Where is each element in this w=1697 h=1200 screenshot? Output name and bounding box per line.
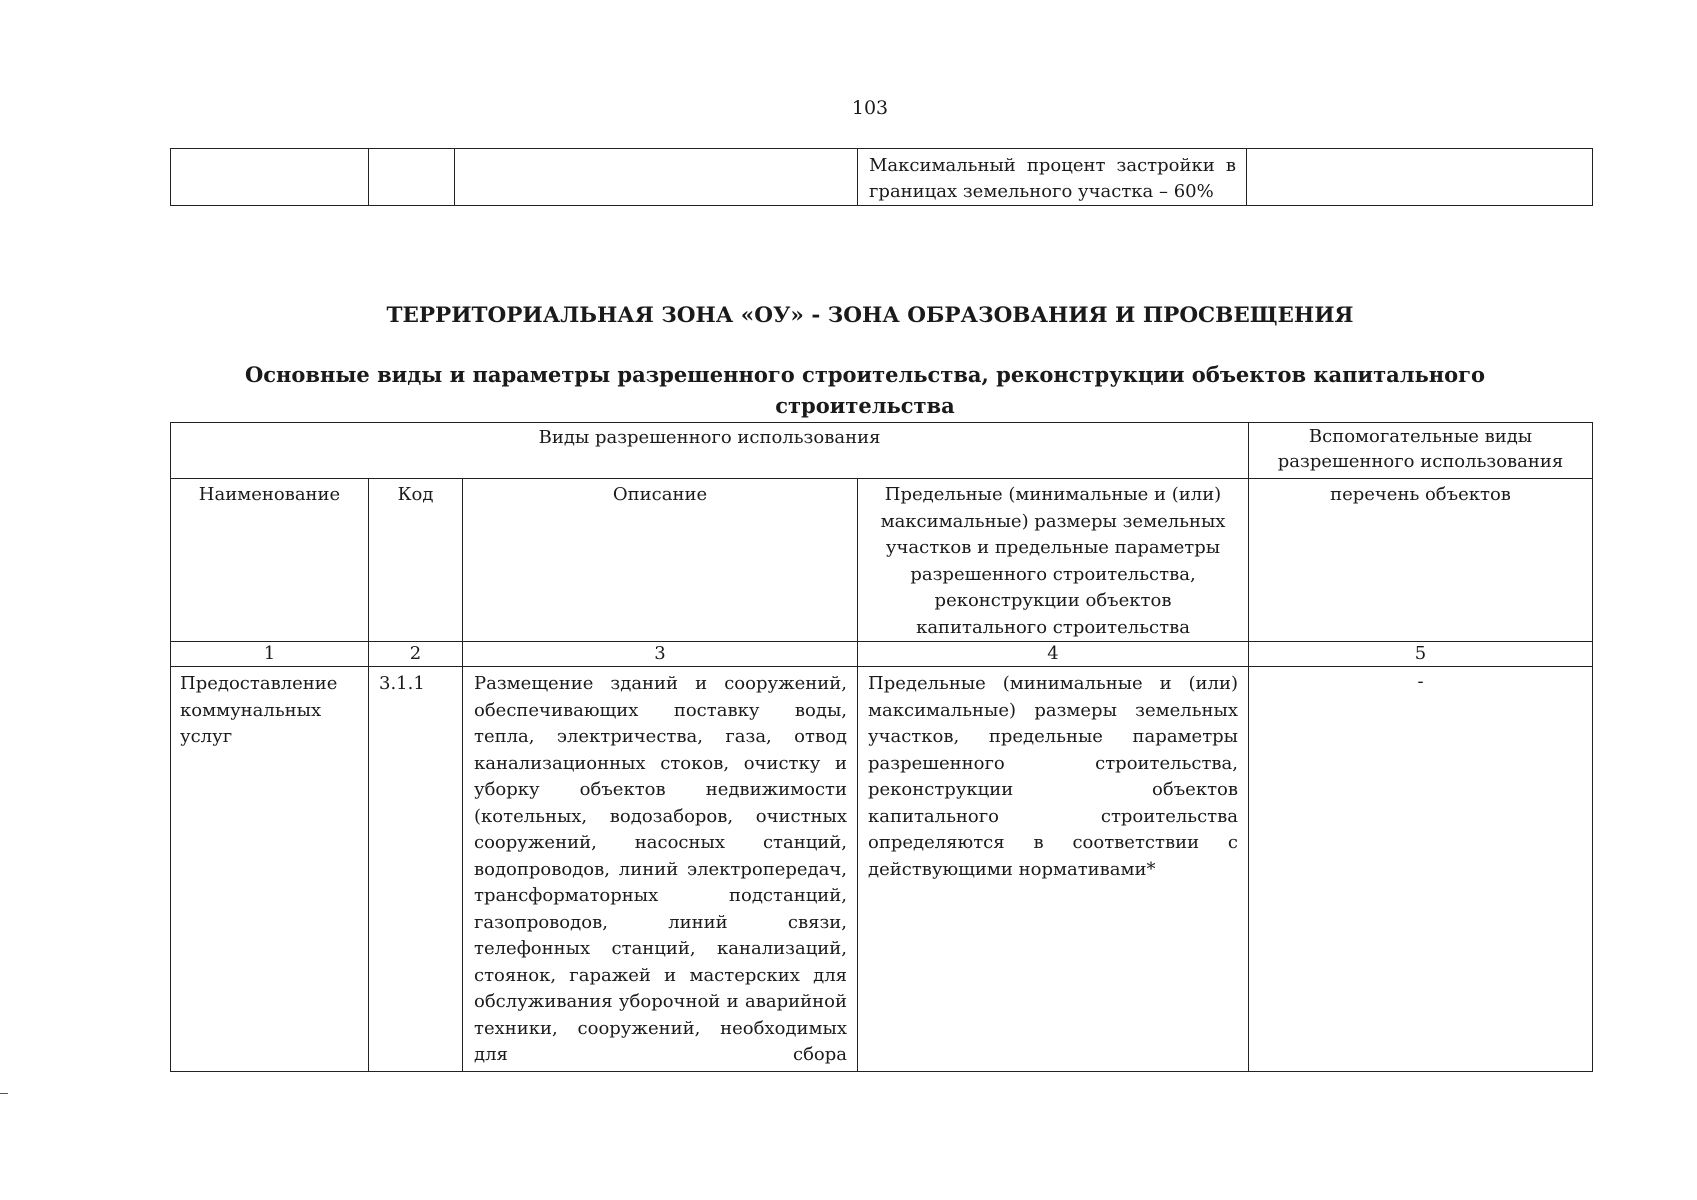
header-main: Виды разрешенного использования	[171, 423, 1249, 479]
cell-use-limits: Предельные (минимальные и (или) максимальные) размеры земельных участков, предельные параметры разрешенного строительства, реконструкции объектов капитального строительства определяются в соответствии с действующими нормативами*	[858, 667, 1249, 1072]
column-number-1: 1	[171, 642, 369, 667]
header-aux: Вспомогательные виды разрешенного использования	[1249, 423, 1593, 479]
page-number: 103	[851, 97, 889, 119]
cell-aux-objects: -	[1249, 667, 1593, 1072]
column-header-code: Код	[369, 479, 463, 642]
column-number-2: 2	[369, 642, 463, 667]
continuation-limits-text: Максимальный процент застройки в границах земельного участка – 60%	[869, 155, 1236, 202]
column-header-aux-list: перечень объектов	[1249, 479, 1593, 642]
column-header-description: Описание	[463, 479, 858, 642]
continuation-table	[170, 148, 1593, 206]
continuation-cell-name	[171, 149, 369, 206]
section-title: Основные виды и параметры разрешенного строительства, реконструкции объектов капитального строительства	[244, 362, 1486, 418]
cell-use-name: Предоставление коммунальных услуг	[171, 667, 369, 1072]
continuation-row	[171, 149, 1593, 206]
continuation-cell-aux	[1247, 149, 1593, 206]
column-number-5: 5	[1249, 642, 1593, 667]
scan-edge-mark	[0, 1093, 8, 1094]
column-header-limits: Предельные (минимальные и (или) максимальные) размеры земельных участков и предельные параметры разрешенного строительства, реконструкции объектов капитального строительства	[858, 479, 1249, 642]
continuation-cell-description	[455, 149, 858, 206]
header-row-top	[171, 423, 1593, 479]
header-row-columns	[171, 479, 1593, 642]
column-number-4: 4	[858, 642, 1249, 667]
table-row	[171, 667, 1593, 1072]
zone-title: ТЕРРИТОРИАЛЬНАЯ ЗОНА «ОУ» - ЗОНА ОБРАЗОВАНИЯ И ПРОСВЕЩЕНИЯ	[386, 303, 1354, 328]
continuation-cell-code	[369, 149, 455, 206]
cell-use-description: Размещение зданий и сооружений, обеспечивающих поставку воды, тепла, электричества, газа, отвод канализационных стоков, очистку и уборку объектов недвижимости (котельных, водозаборов, очистных сооружений, насосных станций, водопроводов, линий электропередач, трансформаторных подстанций, газопроводов, линий связи, телефонных станций, канализаций, стоянок, гаражей и мастерских для обслуживания уборочной и аварийной техники, сооружений, необходимых для сбора	[463, 667, 858, 1072]
column-number-row	[171, 642, 1593, 667]
column-number-3: 3	[463, 642, 858, 667]
column-header-name: Наименование	[171, 479, 369, 642]
permitted-use-table	[170, 422, 1593, 1072]
continuation-cell-limits	[858, 149, 1247, 206]
cell-use-code: 3.1.1	[369, 667, 463, 1072]
